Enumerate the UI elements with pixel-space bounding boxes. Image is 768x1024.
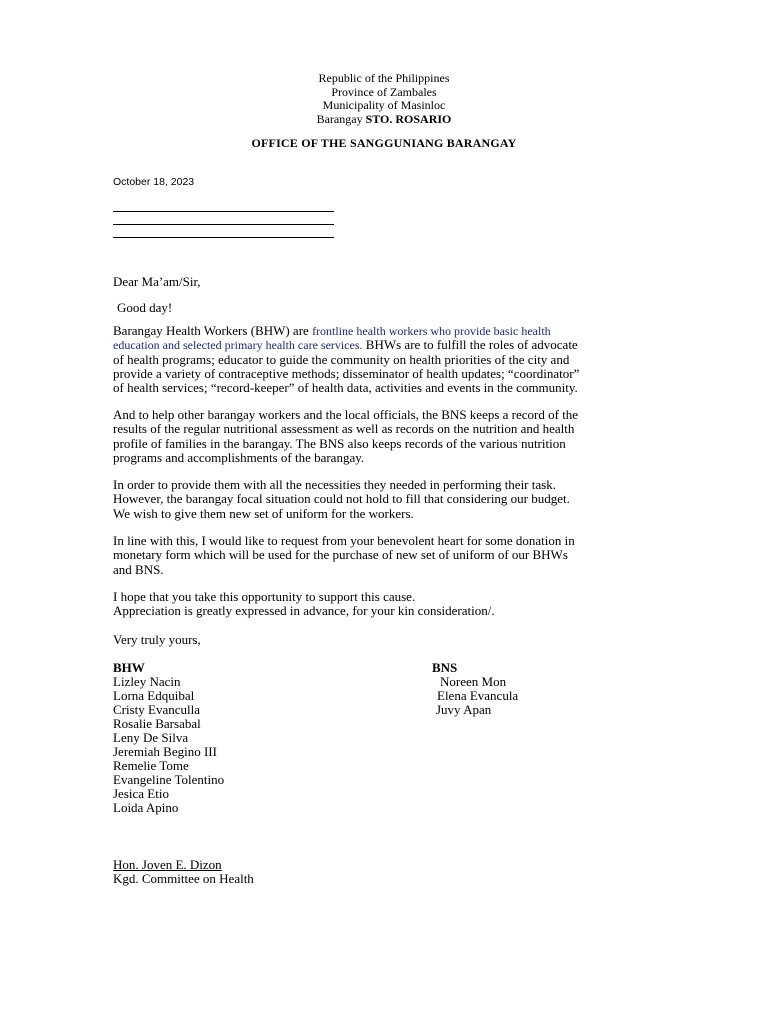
barangay-prefix: Barangay — [316, 111, 366, 126]
header-barangay — [0, 113, 768, 127]
para2-line: And to help other barangay workers and the local officials, the BNS keeps a record of the — [113, 407, 579, 422]
list-item: Juvy Apan — [436, 702, 492, 717]
list-item: Lizley Nacin — [113, 674, 181, 689]
para5-line: Appreciation is greatly expressed in advance, for your kin consideration/. — [113, 603, 495, 619]
para1-text: Barangay Health Workers (BHW) are — [113, 323, 313, 338]
signatory — [113, 858, 254, 886]
list-item: Noreen Mon — [440, 674, 507, 689]
salutation: Dear Ma’am/Sir, — [113, 274, 201, 289]
header-municipality: Municipality of Masinloc — [322, 98, 446, 112]
address-line-3 — [113, 237, 334, 238]
signatory-name: Hon. Joven E. Dizon — [113, 857, 222, 872]
list-item: Elena Evancula — [437, 688, 519, 703]
list-item: Rosalie Barsabal — [113, 716, 201, 731]
header-province: Province of Zambales — [331, 84, 437, 99]
address-line-2 — [113, 224, 334, 225]
list-item: Loida Apino — [113, 800, 179, 815]
para1-line: provide a variety of contraceptive methods; disseminator of health updates; “coordinator” — [113, 365, 580, 381]
para3-line: However, the barangay focal situation could not hold to fill that considering our budget. — [113, 491, 570, 507]
list-item: Lorna Edquibal — [113, 688, 195, 703]
para3-line: In order to provide them with all the necessities they needed in performing their task. — [113, 477, 556, 492]
list-item: Evangeline Tolentino — [113, 772, 225, 787]
paragraph-necessities — [113, 478, 658, 521]
list-item: Remelie Tome — [113, 758, 189, 773]
para1-line: of health programs; educator to guide the community on health priorities of the city and — [113, 351, 570, 367]
list-item: Jesica Etio — [113, 786, 169, 801]
paragraph-appreciation — [113, 590, 658, 619]
bhw-heading: BHW — [113, 660, 145, 675]
bns-list — [432, 661, 518, 717]
header-country: Republic of the Philippines — [318, 71, 450, 85]
list-item: Jeremiah Begino III — [113, 744, 217, 759]
letterhead — [0, 72, 768, 126]
para4-line: monetary form which will be used for the purchase of new set of uniform of our BHWs — [113, 547, 568, 563]
bns-heading: BNS — [432, 660, 458, 675]
para1-highlight: frontline health workers who provide basic health — [312, 324, 551, 338]
paragraph-bhw-roles — [113, 324, 658, 395]
office-title: OFFICE OF THE SANGGUNIANG BARANGAY — [251, 136, 517, 150]
bhw-list — [113, 661, 224, 815]
para1-highlight: education and selected primary health care services. — [113, 338, 363, 353]
closing: Very truly yours, — [113, 632, 201, 647]
para1-line: of health services; “record-keeper” of health data, activities and events in the community. — [113, 380, 578, 396]
para2-line: profile of families in the barangay. The BNS also keeps records of the various nutrition — [113, 435, 566, 451]
para2-line: programs and accomplishments of the barangay. — [113, 449, 365, 465]
para4-line: and BNS. — [113, 561, 164, 577]
greeting: Good day! — [117, 300, 173, 315]
para5-line: I hope that you take this opportunity to support this cause. — [113, 589, 416, 604]
barangay-name: STO. ROSARIO — [365, 111, 452, 126]
letter-date: October 18, 2023 — [113, 176, 195, 188]
list-item: Leny De Silva — [113, 730, 189, 745]
paragraph-bns-role — [113, 408, 658, 465]
para2-line: results of the regular nutritional assessment as well as records on the nutrition and health — [113, 421, 575, 437]
para4-line: In line with this, I would like to request from your benevolent heart for some donation in — [113, 533, 575, 548]
address-line-1 — [113, 211, 334, 212]
signatory-title: Kgd. Committee on Health — [113, 871, 254, 886]
para1-text: BHWs are to fulfill the roles of advocate — [362, 337, 578, 353]
paragraph-request — [113, 534, 658, 577]
list-item: Cristy Evanculla — [113, 702, 201, 717]
para3-line: We wish to give them new set of uniform for the workers. — [113, 505, 414, 521]
